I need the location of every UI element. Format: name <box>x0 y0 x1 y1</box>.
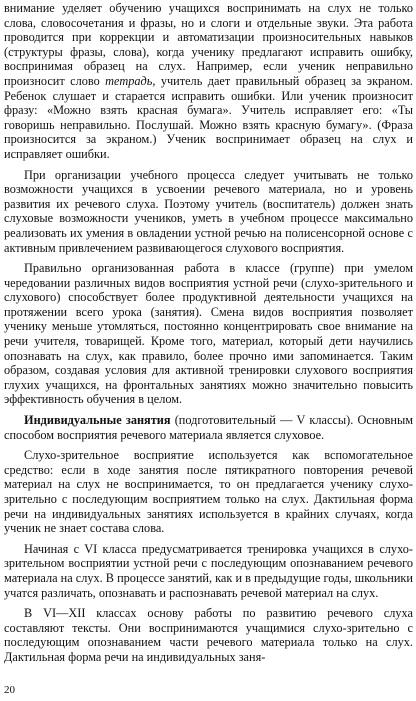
paragraph-2-text: При организации учебного процесса следует учитывать не только возможности учащихся в усвоении речевого материала, но и уровень развития их речевого слуха. Поэтому учитель (воспитатель) должен знать слуховые возможности учеников, уметь в учебном процессе максимально реализовать их умения в овладении устной речью на полисенсорной основе с активным привлечением развивающегося слухового восприятия. <box>4 167 413 255</box>
paragraph-4-bold-heading: Индивидуальные занятия <box>24 413 171 428</box>
paragraph-5-text: Слухо-зрительное восприятие используется как вспомогательное средство: если в ходе занятия после пятикратного повторения речевой материал на слух не воспринимается, то он предлагается ученику слухо-зрительно с последующим восприятием только на слух. Дактильная форма речи на индивидуальных занятиях используется в крайних случаях, когда ученик не знает состава слова. <box>4 448 413 536</box>
paragraph-2 <box>4 168 413 256</box>
paragraph-4-text: (подготовительный — V классы). Основным способом восприятия речевого материала является слуховое. <box>4 413 414 442</box>
paragraph-4 <box>4 413 413 442</box>
paragraph-1-text-a: внимание уделяет обучению учащихся воспринимать на слух не только слова, словосочетания и фразы, но и слоги и отдельные звуки. Эта работа проводится при коррекции и автоматизации произносительных навыков (структуры фразы, слова), когда ученику предлагают исправить ошибку, воспринимая образец на слух. Например, если ученик неправильно произносит слово <box>4 1 413 88</box>
paragraph-1-text-b: , учитель дает правильный образец за экраном. Ребенок слушает и старается исправить ошибки. Или ученик произносит фразу: «Можно взять красная бумага». Учитель исправляет его: «Ты говоришь неправильно. Послушай. Можно взять красную бумагу». (Фраза произносится за экраном.) Ученик воспринимает образец на слух и исправляет ошибки. <box>4 73 413 161</box>
paragraph-3 <box>4 261 413 407</box>
paragraph-1-italic-word: тетрадь <box>105 73 153 88</box>
paragraph-7 <box>4 606 413 664</box>
book-page <box>4 1 413 700</box>
paragraph-5 <box>4 448 413 536</box>
paragraph-6-text: Начиная с VI класса предусматривается тренировка учащихся в слухо-зрительном восприятии устной речи с последующим опознаванием речевого материала на слух. В процессе занятий, как и в предыдущие годы, школьники учатся различать, опознавать и распознавать речевой материал на слух. <box>4 541 413 600</box>
page-number: 20 <box>4 684 15 696</box>
paragraph-3-text: Правильно организованная работа в классе (группе) при умелом чередовании различных видов восприятия устной речи (слухо-зрительного и слухового) способствует более продуктивной деятельности учащихся на протяжении всего урока (занятия). Смена видов восприятия позволяет ученику меньше утомляться, постоянно концентрировать свое внимание на речи учителя, товарищей. Кроме того, материал, который дети научились опознавать на слух, как правило, более прочно ими запоминается. Таким образом, создавая условия для активной тренировки слухового восприятия глухих учащихся, на фронтальных занятиях можно значительно повысить эффективность обучения в целом. <box>4 261 413 407</box>
paragraph-7-text: В VI—XII классах основу работы по развитию речевого слуха составляют тексты. Они воспринимаются учащимися слухо-зрительно с последующим опознаванием части речевого материала только на слух. Дактильная форма речи на индивидуальных заня- <box>4 606 413 664</box>
paragraph-6 <box>4 542 413 600</box>
paragraph-1 <box>4 1 413 162</box>
